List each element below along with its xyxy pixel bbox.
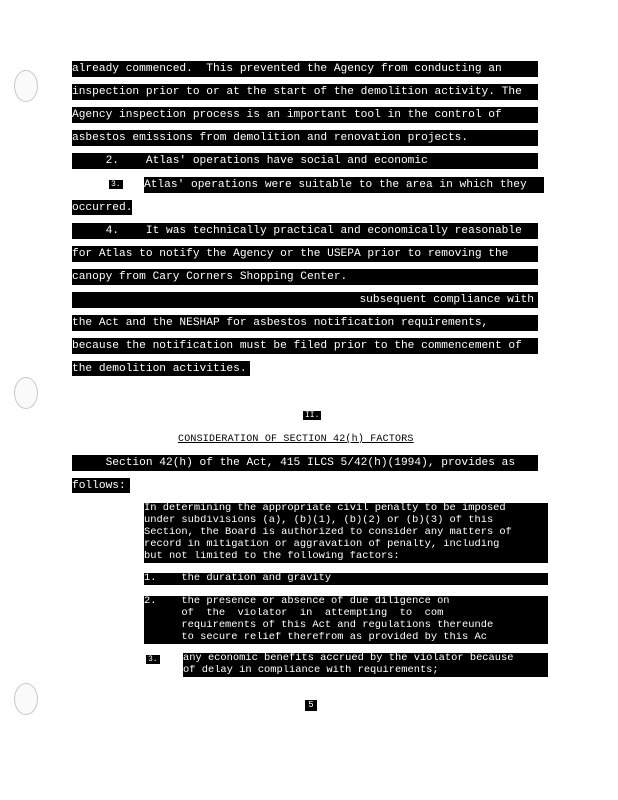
paragraph-line: the Act and the NESHAP for asbestos notification requirements, (72, 315, 538, 331)
punch-hole-bottom (14, 683, 38, 715)
paragraph-line: because the notification must be filed prior to the commencement of (72, 338, 538, 354)
paragraph-line: the demolition activities. (72, 361, 250, 376)
factor-3: any economic benefits accrued by the violator because (183, 653, 548, 665)
intro-paragraph-continued: follows: (72, 478, 130, 493)
paragraph-line: asbestos emissions from demolition and renovation projects. (72, 130, 538, 146)
factor-2-line: of the violator in attempting to com (144, 608, 548, 620)
page-number: 5 (305, 700, 317, 711)
section-heading: CONSIDERATION OF SECTION 42(h) FACTORS (178, 434, 414, 445)
block-quote-line: Section, the Board is authorized to consider any matters of (144, 527, 548, 539)
intro-paragraph: Section 42(h) of the Act, 415 ILCS 5/42(h)(1994), provides as (72, 455, 538, 471)
factor-3-line: of delay in compliance with requirements; (183, 665, 548, 677)
list-item-5-text: subsequent compliance with (359, 294, 534, 306)
paragraph-line: canopy from Cary Corners Shopping Center. (72, 269, 538, 285)
paragraph-line: Agency inspection process is an important tool in the control of (72, 107, 538, 123)
list-item-3: Atlas' operations were suitable to the area in which they (144, 177, 544, 193)
list-item-5 (72, 292, 538, 308)
list-item-3-number: 3. (111, 180, 121, 189)
factor-2-line: requirements of this Act and regulations thereunde (144, 620, 548, 632)
paragraph-line: inspection prior to or at the start of the demolition activity. The (72, 84, 538, 100)
factor-3-number: 3. (148, 655, 158, 664)
punch-hole-top (14, 70, 38, 102)
paragraph-line: already commenced. This prevented the Agency from conducting an (72, 61, 538, 77)
list-item-3-continued: occurred. (72, 202, 132, 214)
factor-1: 1. the duration and gravity (144, 573, 548, 585)
block-quote-line: under subdivisions (a), (b)(1), (b)(2) or (b)(3) of this (144, 515, 548, 527)
factor-2-line: to secure relief therefrom as provided by this Ac (144, 632, 548, 644)
paragraph-line: for Atlas to notify the Agency or the USEPA prior to removing the (72, 246, 538, 262)
punch-hole-middle (14, 377, 38, 409)
list-item-4: 4. It was technically practical and economically reasonable (72, 223, 538, 239)
block-quote-line: In determining the appropriate civil penalty to be imposed (144, 503, 548, 515)
block-quote-line: but not limited to the following factors: (144, 551, 548, 563)
block-quote-line: record in mitigation or aggravation of penalty, including (144, 539, 548, 551)
factor-2: 2. the presence or absence of due diligence on (144, 596, 548, 608)
section-number: II. (305, 411, 320, 420)
list-item-2: 2. Atlas' operations have social and economic (72, 153, 538, 169)
